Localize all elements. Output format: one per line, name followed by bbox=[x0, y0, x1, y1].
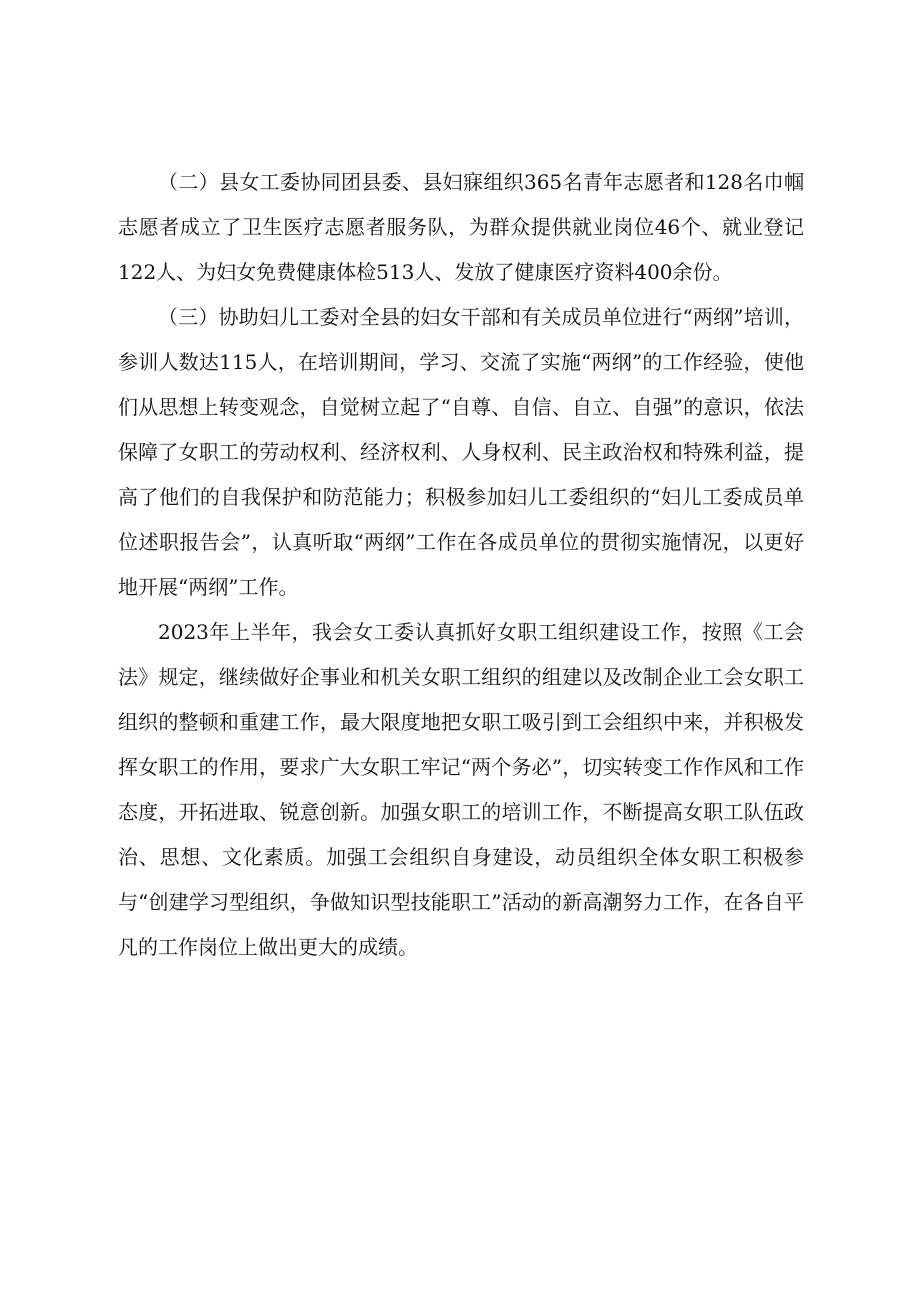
paragraph-organization-building: 2023年上半年，我会女工委认真抓好女职工组织建设工作，按照《工会法》规定，继续做好企事业和机关女职工组织的组建以及改制企业工会女职工组织的整顿和重建工作，最大限度地把女职工吸引到工会组织中来，并积极发挥女职工的作用，要求广大女职工牢记“两个务必”，切实转变工作作风和工作态度，开拓进取、锐意创新。加强女职工的培训工作，不断提高女职工队伍政治、思想、文化素质。加强工会组织自身建设，动员组织全体女职工积极参与“创建学习型组织，争做知识型技能职工”活动的新高潮努力工作，在各自平凡的工作岗位上做出更大的成绩。 bbox=[118, 620, 804, 959]
paragraph-two-outlines-training: （三）协助妇儿工委对全县的妇女干部和有关成员单位进行“两纲”培训，参训人数达115人，在培训期间，学习、交流了实施“两纲”的工作经验，使他们从思想上转变观念，自觉树立起了“自尊、自信、自立、自强”的意识，依法保障了女职工的劳动权利、经济权利、人身权利、民主政治权和特殊利益，提高了他们的自我保护和防范能力；积极参加妇儿工委组织的“妇儿工委成员单位述职报告会”，认真听取“两纲”工作在各成员单位的贯彻实施情况，以更好地开展“两纲”工作。 bbox=[118, 305, 804, 599]
document-body bbox=[118, 160, 804, 970]
paragraph-volunteer-service: （二）县女工委协同团县委、县妇寐组织365名青年志愿者和128名巾帼志愿者成立了卫生医疗志愿者服务队，为群众提供就业岗位46个、就业登记122人、为妇女免费健康体检513人、发放了健康医疗资料400余份。 bbox=[118, 170, 804, 284]
